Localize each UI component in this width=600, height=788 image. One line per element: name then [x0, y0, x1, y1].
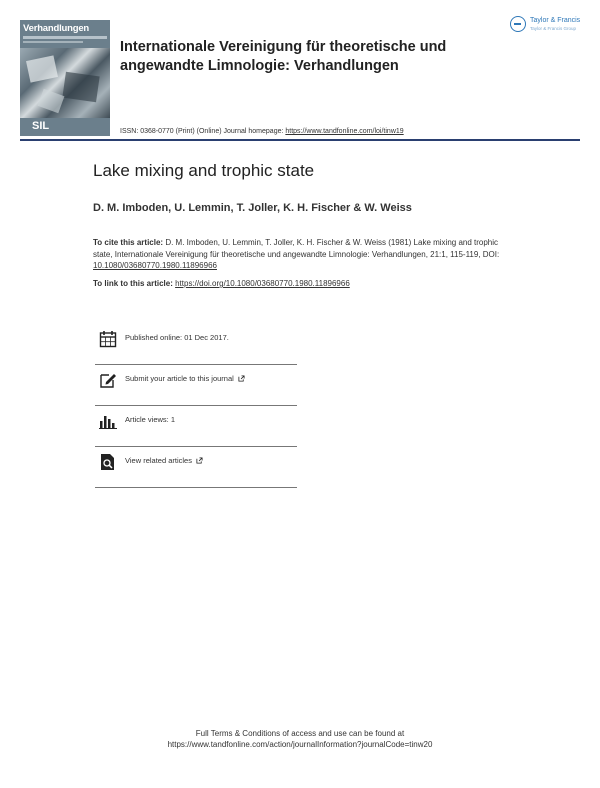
related-articles-label: View related articles: [125, 456, 192, 465]
submit-row[interactable]: [95, 365, 297, 406]
terms-footer: [0, 728, 600, 750]
publisher-logo-icon: [510, 16, 526, 32]
submit-article-label: Submit your article to this journal: [125, 374, 234, 383]
publisher-subbrand: Taylor & Francis Group: [530, 26, 577, 31]
article-authors: D. M. Imboden, U. Lemmin, T. Joller, K. H. Fischer & W. Weiss: [93, 202, 412, 214]
bar-chart-icon: [99, 412, 117, 430]
journal-homepage-link[interactable]: https://www.tandfonline.com/loi/tinw19: [285, 128, 404, 135]
submit-article-link[interactable]: [125, 374, 245, 383]
article-doi-url-link[interactable]: https://doi.org/10.1080/03680770.1980.11896966: [175, 279, 350, 288]
cover-subtitle-bar: [23, 36, 107, 39]
related-articles-icon: [99, 453, 117, 471]
views-row: [95, 406, 297, 447]
cover-subtitle-bar: [23, 41, 83, 43]
doi-link[interactable]: 10.1080/03680770.1980.11896966: [93, 261, 217, 270]
article-info-list: [95, 324, 297, 488]
cover-photo-collage: [20, 48, 110, 118]
cite-text: D. M. Imboden, U. Lemmin, T. Joller, K. H. Fischer & W. Weiss (1981) Lake mixing and trophic state, Internationale Vereinigung für theoretische und angewandte Limnologie: Verhandlungen, 21:1, 115-119, DOI:: [93, 238, 500, 259]
cover-logo: SIL: [32, 120, 50, 132]
issn-line: [120, 128, 404, 135]
edit-icon: [99, 371, 117, 389]
external-link-icon: [196, 457, 203, 464]
related-articles-link[interactable]: [125, 456, 203, 465]
header-divider: [20, 139, 580, 141]
published-row: [95, 324, 297, 365]
publisher-brand: Taylor & Francis: [530, 17, 581, 24]
journal-cover: [20, 20, 110, 136]
cite-label: To cite this article:: [93, 238, 164, 247]
external-link-icon: [238, 375, 245, 382]
terms-text: Full Terms & Conditions of access and use can be found at: [195, 729, 405, 738]
published-date: Published online: 01 Dec 2017.: [125, 333, 229, 342]
cover-title: Verhandlungen: [23, 23, 90, 34]
issn-text: ISSN: 0368-0770 (Print) (Online) Journal homepage:: [120, 128, 286, 135]
article-views: Article views: 1: [125, 415, 176, 424]
link-label: To link to this article:: [93, 279, 176, 288]
article-link-line: [93, 279, 350, 288]
article-title: Lake mixing and trophic state: [93, 161, 315, 180]
citation-block: [93, 237, 513, 272]
publisher-logo: [510, 16, 582, 36]
calendar-icon: [99, 330, 117, 348]
journal-title: Internationale Vereinigung für theoretische und angewandte Limnologie: Verhandlungen: [120, 39, 447, 74]
terms-url-link[interactable]: https://www.tandfonline.com/action/journalInformation?journalCode=tinw20: [167, 740, 433, 749]
related-row[interactable]: [95, 447, 297, 488]
